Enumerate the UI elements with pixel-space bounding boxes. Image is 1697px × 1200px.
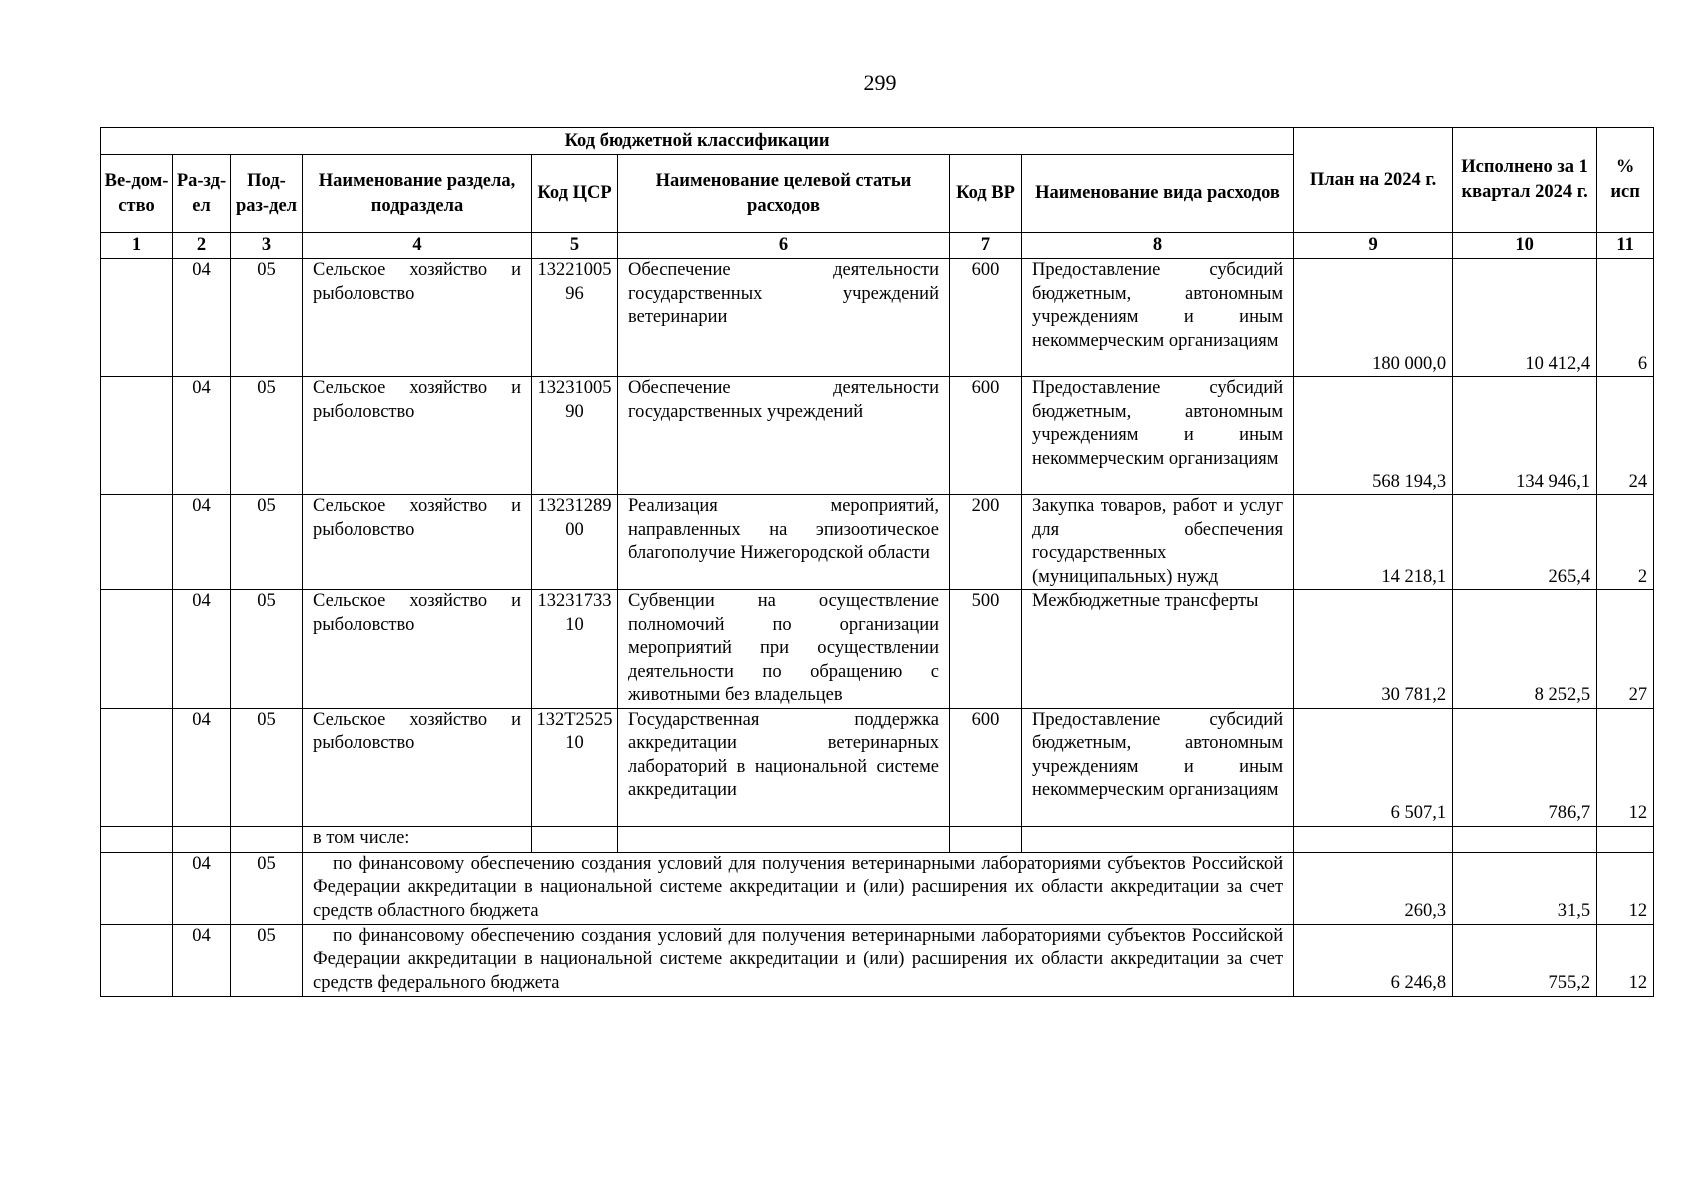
podrazdel-cell: 05 (231, 708, 303, 826)
col-number: 7 (950, 233, 1022, 259)
col-header-razdel-name: Наименование раздела, подраздела (303, 155, 532, 233)
plan-cell: 14 218,1 (1294, 495, 1453, 590)
razdel-cell: 04 (173, 377, 231, 495)
col-header-executed: Исполнено за 1 квартал 2024 г. (1453, 128, 1597, 233)
plan-cell: 568 194,3 (1294, 377, 1453, 495)
sub-row-description: по финансовому обеспечению создания условий для получения ветеринарными лабораториями субъектов Российской Федерации аккредитации в национальной системе аккредитации и (или) расширения их области аккредитации за счет средств федерального бюджета (303, 924, 1294, 996)
col-header-podrazdel: Под-раз-дел (231, 155, 303, 233)
executed-cell: 786,7 (1453, 708, 1597, 826)
col-header-percent: % исп (1597, 128, 1654, 233)
vedomstvo-cell (101, 590, 173, 709)
vedomstvo-cell (101, 259, 173, 377)
table-row (101, 495, 1654, 590)
executed-cell: 8 252,5 (1453, 590, 1597, 709)
percent-cell: 12 (1597, 708, 1654, 826)
podrazdel-cell: 05 (231, 924, 303, 996)
razdel-name-cell: Сельское хозяйство и рыболовство (303, 708, 532, 826)
budget-table (100, 127, 1654, 997)
target-name-cell: Субвенции на осуществление полномочий по организации мероприятий при осуществлении деятельности по обращению с животными без владельцев (618, 590, 950, 709)
col-number: 3 (231, 233, 303, 259)
table-row (101, 590, 1654, 709)
page-number: 299 (863, 70, 897, 95)
plan-cell: 6 246,8 (1294, 924, 1453, 996)
expense-type-cell: Межбюджетные трансферты (1022, 590, 1294, 709)
podrazdel-cell: 05 (231, 377, 303, 495)
target-name-cell: Реализация мероприятий, направленных на эпизоотическое благополучие Нижегородской области (618, 495, 950, 590)
vr-cell: 600 (950, 708, 1022, 826)
executed-cell: 755,2 (1453, 924, 1597, 996)
plan-cell: 30 781,2 (1294, 590, 1453, 709)
podrazdel-cell: 05 (231, 590, 303, 709)
col-number: 11 (1597, 233, 1654, 259)
sub-row (101, 852, 1654, 924)
col-number: 5 (532, 233, 618, 259)
executed-cell: 265,4 (1453, 495, 1597, 590)
csr-cell: 1322100596 (532, 259, 618, 377)
vr-cell: 200 (950, 495, 1022, 590)
razdel-cell: 04 (173, 259, 231, 377)
razdel-name-cell: Сельское хозяйство и рыболовство (303, 495, 532, 590)
plan-cell: 6 507,1 (1294, 708, 1453, 826)
col-header-expense-type: Наименование вида расходов (1022, 155, 1294, 233)
col-header-vr: Код ВР (950, 155, 1022, 233)
col-number: 4 (303, 233, 532, 259)
target-name-cell: Обеспечение деятельности государственных учреждений (618, 377, 950, 495)
col-number: 2 (173, 233, 231, 259)
razdel-name-cell: Сельское хозяйство и рыболовство (303, 259, 532, 377)
percent-cell: 24 (1597, 377, 1654, 495)
col-header-razdel: Ра-зд-ел (173, 155, 231, 233)
razdel-cell: 04 (173, 852, 231, 924)
csr-cell: 1323173310 (532, 590, 618, 709)
razdel-cell: 04 (173, 495, 231, 590)
including-label: в том числе: (303, 826, 532, 852)
podrazdel-cell: 05 (231, 259, 303, 377)
table-row (101, 259, 1654, 377)
plan-cell: 260,3 (1294, 852, 1453, 924)
razdel-cell: 04 (173, 590, 231, 709)
executed-cell: 134 946,1 (1453, 377, 1597, 495)
razdel-cell: 04 (173, 708, 231, 826)
expense-type-cell: Закупка товаров, работ и услуг для обеспечения государственных (муниципальных) нужд (1022, 495, 1294, 590)
expense-type-cell: Предоставление субсидий бюджетным, автономным учреждениям и иным некоммерческим организациям (1022, 377, 1294, 495)
col-header-vedomstvo: Ве-дом-ство (101, 155, 173, 233)
expense-type-cell: Предоставление субсидий бюджетным, автономным учреждениям и иным некоммерческим организациям (1022, 259, 1294, 377)
executed-cell: 31,5 (1453, 852, 1597, 924)
col-number: 6 (618, 233, 950, 259)
target-name-cell: Государственная поддержка аккредитации ветеринарных лабораторий в национальной системе аккредитации (618, 708, 950, 826)
sub-row-description: по финансовому обеспечению создания условий для получения ветеринарными лабораториями субъектов Российской Федерации аккредитации в национальной системе аккредитации и (или) расширения их области аккредитации за счет средств областного бюджета (303, 852, 1294, 924)
table-row (101, 708, 1654, 826)
razdel-name-cell: Сельское хозяйство и рыболовство (303, 377, 532, 495)
vedomstvo-cell (101, 377, 173, 495)
percent-cell: 2 (1597, 495, 1654, 590)
razdel-name-cell: Сельское хозяйство и рыболовство (303, 590, 532, 709)
vr-cell: 600 (950, 259, 1022, 377)
sub-row (101, 924, 1654, 996)
col-header-plan: План на 2024 г. (1294, 128, 1453, 233)
percent-cell: 27 (1597, 590, 1654, 709)
col-number: 9 (1294, 233, 1453, 259)
vr-cell: 600 (950, 377, 1022, 495)
budget-classification-header: Код бюджетной классификации (101, 128, 1294, 155)
csr-cell: 132Т252510 (532, 708, 618, 826)
percent-cell: 12 (1597, 852, 1654, 924)
col-number: 10 (1453, 233, 1597, 259)
table-row (101, 377, 1654, 495)
podrazdel-cell: 05 (231, 495, 303, 590)
csr-cell: 1323128900 (532, 495, 618, 590)
vr-cell: 500 (950, 590, 1022, 709)
expense-type-cell: Предоставление субсидий бюджетным, автономным учреждениям и иным некоммерческим организациям (1022, 708, 1294, 826)
target-name-cell: Обеспечение деятельности государственных учреждений ветеринарии (618, 259, 950, 377)
including-row (101, 826, 1654, 852)
percent-cell: 12 (1597, 924, 1654, 996)
percent-cell: 6 (1597, 259, 1654, 377)
col-number: 8 (1022, 233, 1294, 259)
vedomstvo-cell (101, 495, 173, 590)
plan-cell: 180 000,0 (1294, 259, 1453, 377)
csr-cell: 1323100590 (532, 377, 618, 495)
col-number: 1 (101, 233, 173, 259)
razdel-cell: 04 (173, 924, 231, 996)
executed-cell: 10 412,4 (1453, 259, 1597, 377)
podrazdel-cell: 05 (231, 852, 303, 924)
vedomstvo-cell (101, 708, 173, 826)
col-header-target-name: Наименование целевой статьи расходов (618, 155, 950, 233)
col-header-csr: Код ЦСР (532, 155, 618, 233)
